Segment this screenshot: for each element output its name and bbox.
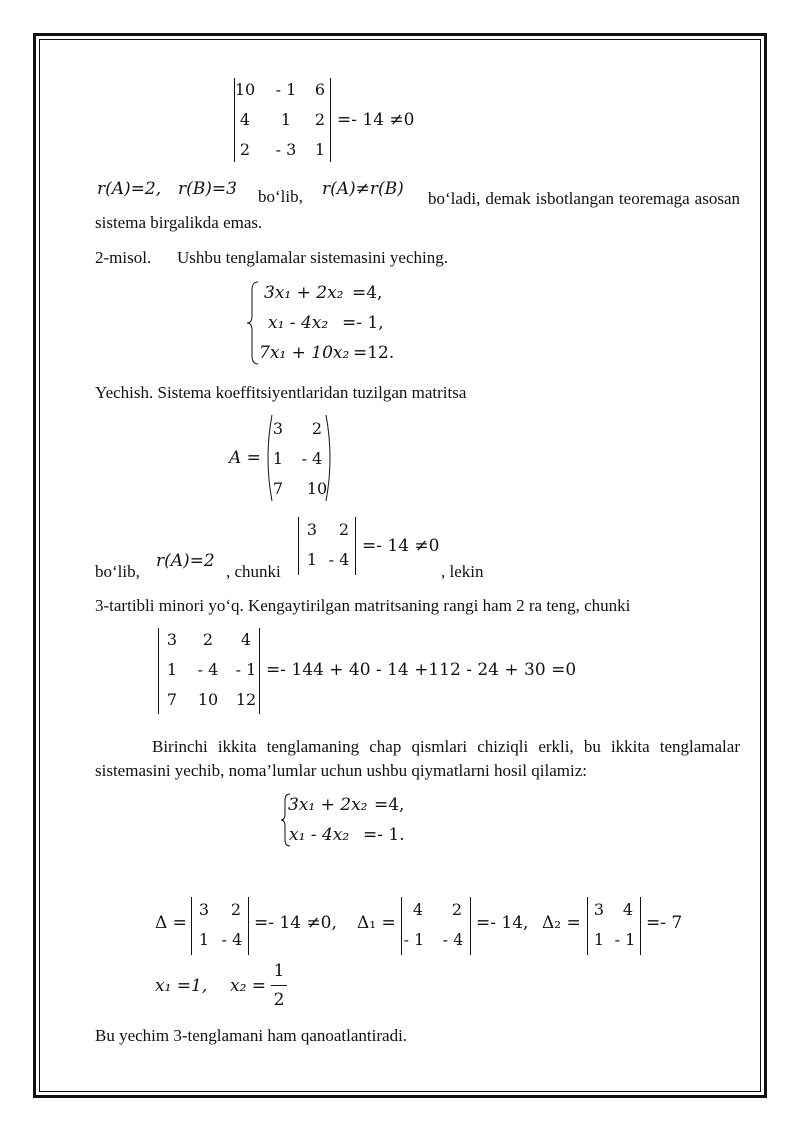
matrix-cell: 7: [272, 479, 284, 498]
matrix-cell: - 3: [275, 140, 297, 159]
matrix-cell: 3: [272, 419, 284, 438]
delta2-label: Δ₂ =: [542, 913, 581, 933]
paragraph-linear-independence: Birinchi ikkita tenglamaning chap qismlari chiziqli erkli, bu ikkita tenglamalar sistemasini yechib, noma’lumlar uchun ushbu qiymatlarni hosil qilamiz:: [95, 737, 740, 780]
equation-row: x₁ - 4x₂: [268, 313, 329, 333]
text-bolib: bo‘lib,: [95, 562, 140, 581]
determinant-result: =- 14 ≠0: [337, 110, 415, 130]
matrix-cell: 3: [198, 900, 210, 919]
matrix-cell: 4: [240, 630, 252, 649]
example-label: 2-misol.: [95, 248, 152, 267]
determinant-result: =- 14 ≠0,: [254, 913, 337, 933]
matrix-cell: - 1: [235, 660, 257, 679]
equation-rhs: =- 1.: [363, 825, 405, 845]
matrix-cell: - 4: [301, 449, 323, 468]
solution-intro: Yechish. Sistema koeffitsiyentlaridan tuzilgan matritsa: [95, 383, 467, 402]
matrix-cell: - 1: [403, 930, 425, 949]
matrix-cell: 12: [235, 690, 257, 709]
paragraph-conclusion: bo‘ladi, demak isbotlangan teoremaga asosan sistema birgalikda emas.: [95, 189, 740, 232]
rank-A-expression: r(A)=2,: [97, 179, 162, 199]
fraction-bar: [271, 985, 287, 986]
delta-label: Δ =: [155, 913, 187, 933]
text-chunki: , chunki: [226, 562, 281, 581]
matrix-cell: - 4: [197, 660, 219, 679]
matrix-cell: 1: [280, 110, 292, 129]
determinant-result: =- 144 + 40 - 14 +112 - 24 + 30 =0: [266, 660, 577, 680]
text-bolib: bo‘lib,: [258, 187, 303, 206]
matrix-cell: 4: [239, 110, 251, 129]
matrix-cell: 3: [593, 900, 605, 919]
example-statement: Ushbu tenglamalar sistemasini yeching.: [177, 248, 448, 267]
matrix-cell: 2: [311, 419, 323, 438]
equation-row: 3x₁ + 2x₂: [288, 795, 368, 815]
equation-row: x₁ - 4x₂: [289, 825, 350, 845]
matrix-cell: 4: [622, 900, 634, 919]
matrix-cell: 1: [306, 550, 318, 569]
solution-x1: x₁ =1,: [155, 976, 208, 996]
matrix-cell: 2: [230, 900, 242, 919]
fraction-denominator: 2: [273, 990, 285, 1010]
paragraph-rank-augmented: 3-tartibli minori yo‘q. Kengaytirilgan matritsaning rangi ham 2 ra teng, chunki: [95, 596, 631, 615]
matrix-cell: 1: [198, 930, 210, 949]
equation-rhs: =- 1,: [342, 313, 384, 333]
determinant-result: =- 14 ≠0: [362, 536, 440, 556]
matrix-cell: - 4: [442, 930, 464, 949]
rank-inequality: r(A)≠r(B): [322, 179, 404, 199]
equation-rhs: =4,: [374, 795, 405, 815]
determinant-result: =- 7: [646, 913, 683, 933]
matrix-cell: 2: [314, 110, 326, 129]
rank-A-expression: r(A)=2: [156, 551, 215, 571]
matrix-cell: 2: [202, 630, 214, 649]
equation-row: 7x₁ + 10x₂: [259, 343, 350, 363]
matrix-cell: 1: [272, 449, 284, 468]
delta1-label: Δ₁ =: [357, 913, 396, 933]
matrix-cell: 2: [338, 520, 350, 539]
equation-rhs: =12.: [353, 343, 395, 363]
matrix-cell: 10: [306, 479, 328, 498]
fraction-numerator: 1: [273, 961, 285, 981]
matrix-cell: - 4: [221, 930, 243, 949]
matrix-cell: 3: [166, 630, 178, 649]
matrix-cell: - 1: [275, 80, 297, 99]
left-brace-icon: [246, 280, 260, 366]
matrix-cell: - 4: [328, 550, 350, 569]
equation-rhs: =4,: [352, 283, 383, 303]
final-statement: Bu yechim 3-tenglamani ham qanoatlantiradi.: [95, 1026, 408, 1045]
matrix-cell: 10: [197, 690, 219, 709]
matrix-cell: 2: [239, 140, 251, 159]
matrix-cell: 1: [314, 140, 326, 159]
solution-x2: x₂ =: [230, 976, 267, 996]
matrix-cell: - 1: [614, 930, 636, 949]
rank-B-expression: r(B)=3: [178, 179, 237, 199]
equation-row: 3x₁ + 2x₂: [264, 283, 344, 303]
matrix-cell: 6: [314, 80, 326, 99]
matrix-cell: 1: [166, 660, 178, 679]
matrix-cell: 7: [166, 690, 178, 709]
matrix-cell: 1: [593, 930, 605, 949]
matrix-cell: 3: [306, 520, 318, 539]
matrix-A-label: A =: [229, 448, 261, 468]
matrix-cell: 2: [451, 900, 463, 919]
matrix-cell: 4: [412, 900, 424, 919]
matrix-cell: 10: [234, 80, 256, 99]
determinant-result: =- 14,: [476, 913, 529, 933]
text-lekin: , lekin: [441, 562, 484, 581]
